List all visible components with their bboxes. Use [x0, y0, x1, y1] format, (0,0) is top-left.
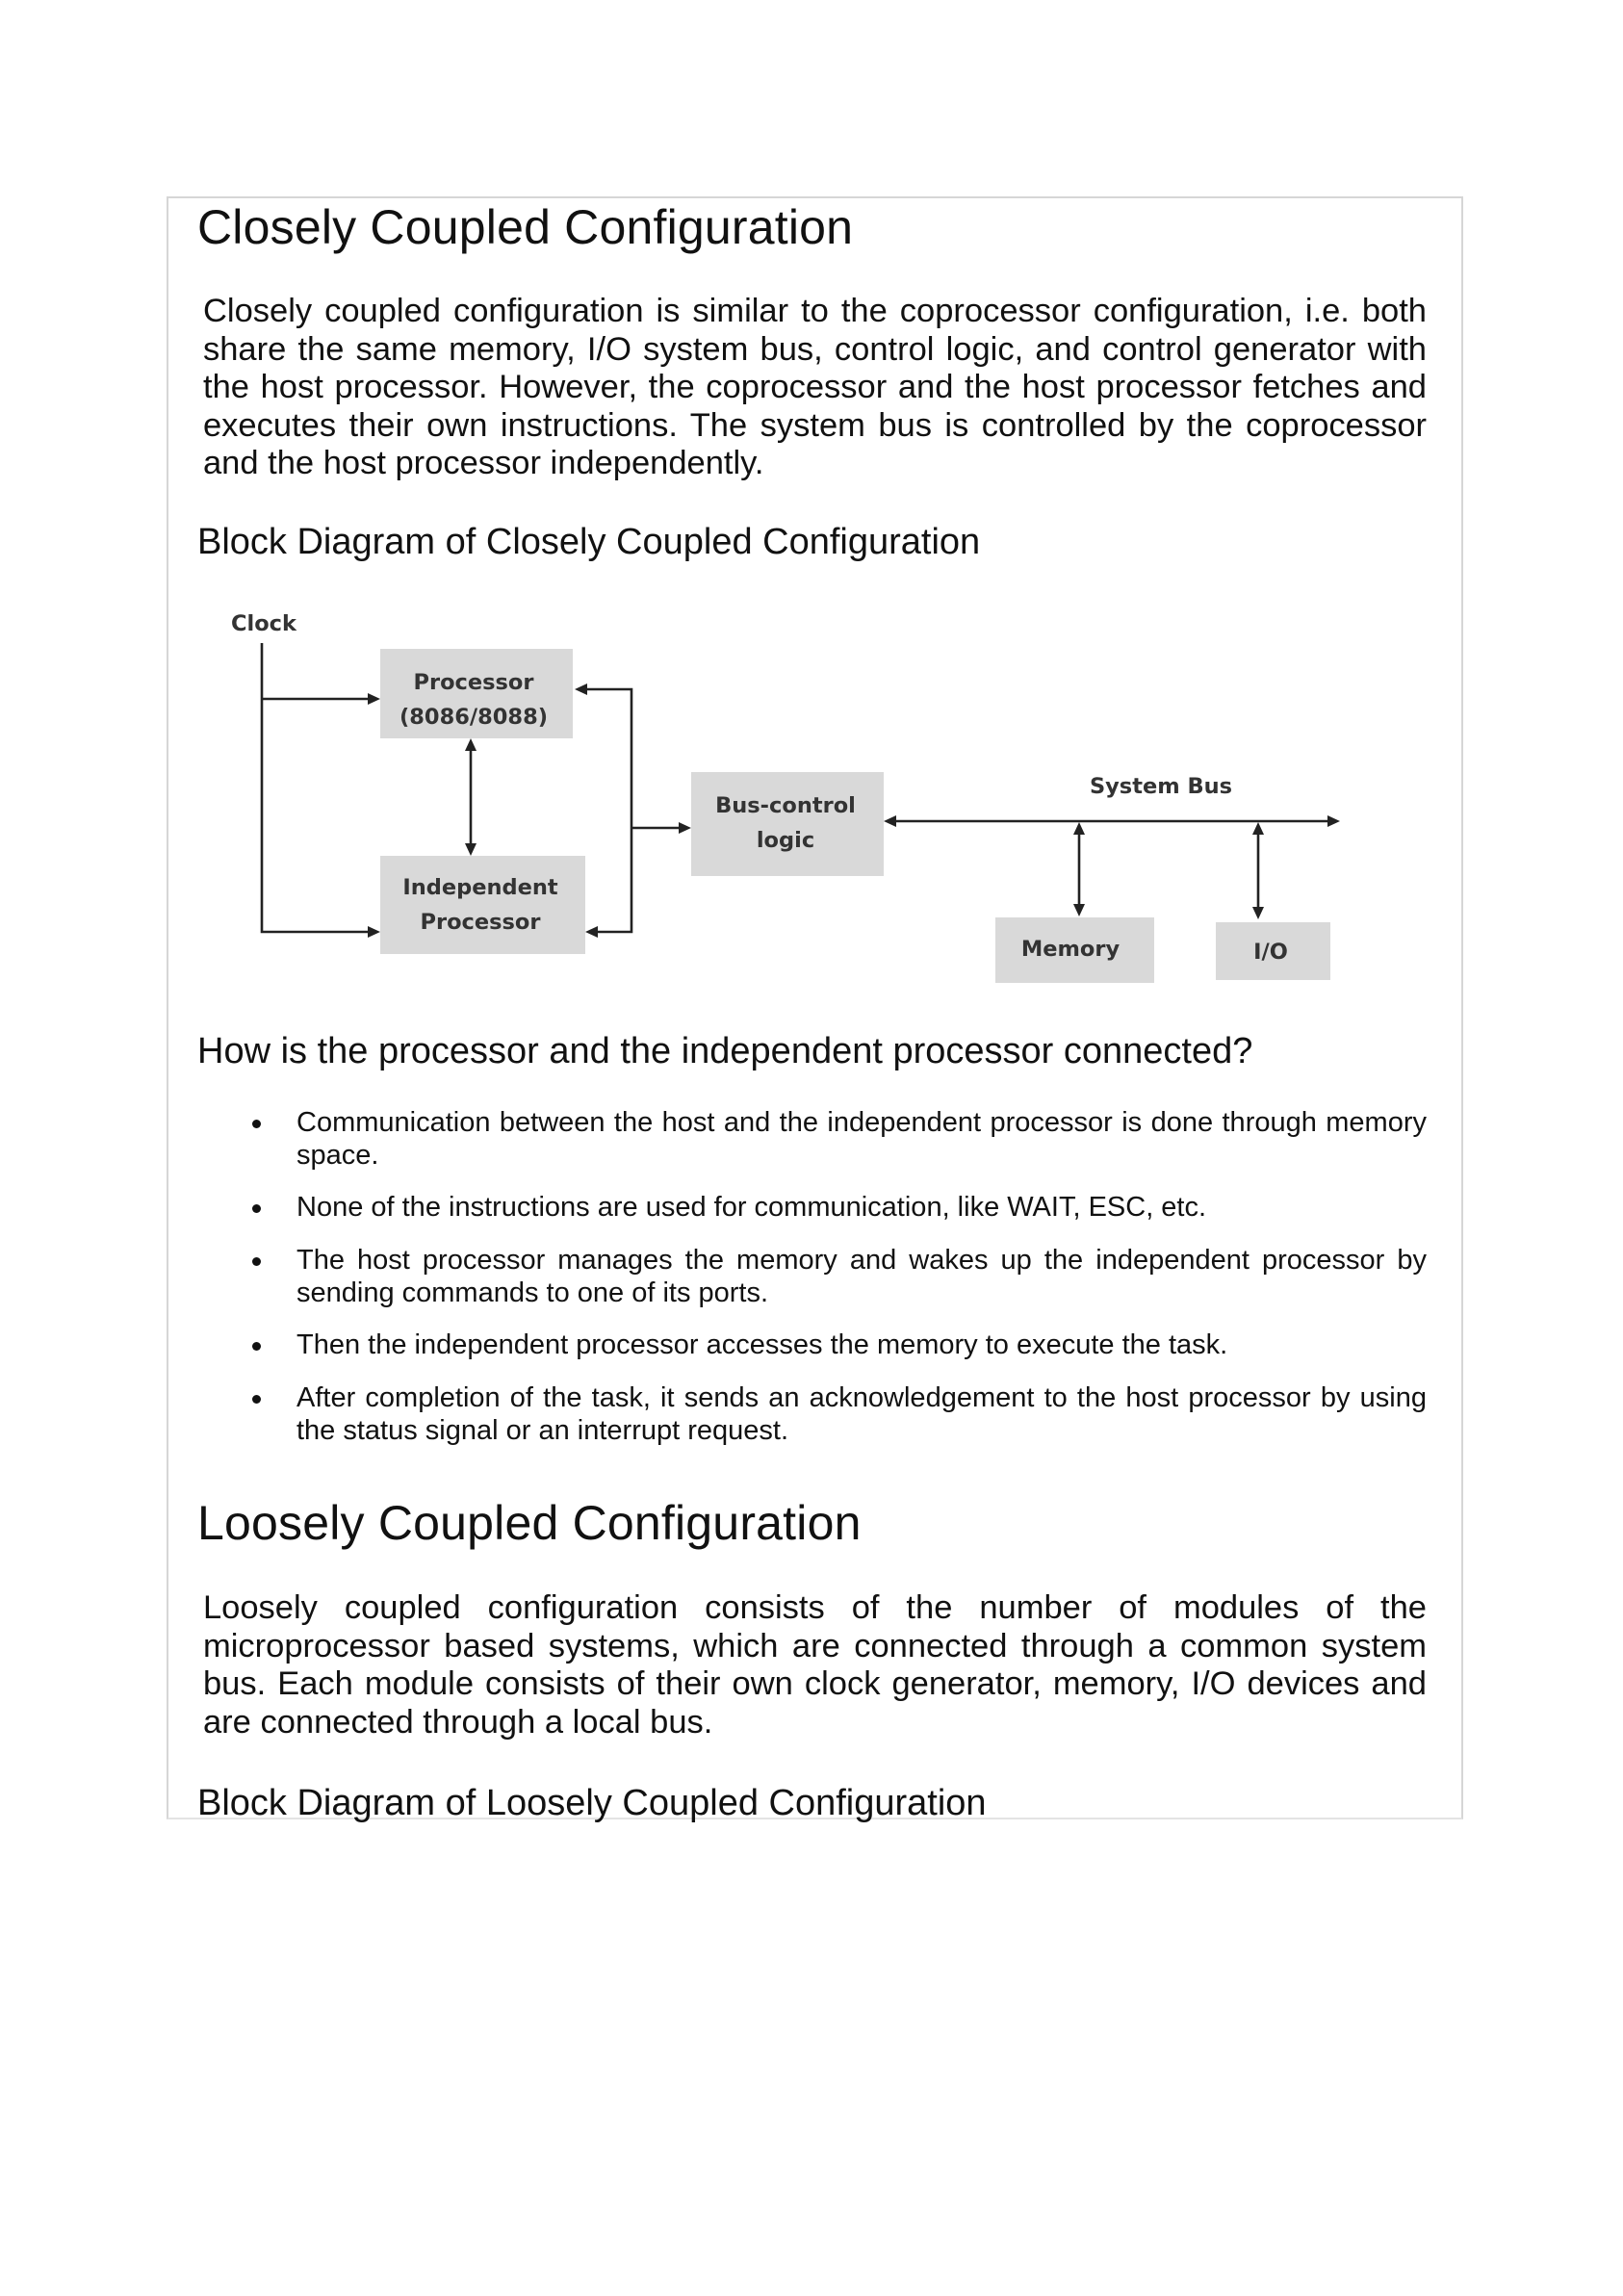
independent-label-line1: Independent: [402, 875, 558, 900]
independent-label-line2: Processor: [420, 910, 541, 935]
list-item: The host processor manages the memory and wakes up the independent processor by sending commands to one of its ports.: [252, 1244, 1427, 1309]
bullet-dot: [252, 1342, 261, 1351]
independent-processor-box: [380, 856, 585, 954]
list-item: Communication between the host and the independent processor is done through memory space.: [252, 1106, 1427, 1172]
bullet-dot: [252, 1120, 261, 1128]
processor-label-line2: (8086/8088): [399, 705, 549, 730]
section-heading-loosely-coupled: Loosely Coupled Configuration: [197, 1496, 862, 1550]
bus-control-logic-box: [691, 772, 884, 876]
bracket-independent-arrowhead: [585, 926, 598, 938]
diagram-heading-loosely-coupled: Block Diagram of Loosely Coupled Configuration: [197, 1783, 987, 1823]
closely-coupled-block-diagram: [0, 0, 1623, 1040]
question-heading: How is the processor and the independent processor connected?: [197, 1031, 1253, 1071]
section-heading-closely-coupled: Closely Coupled Configuration: [197, 200, 854, 254]
memory-label: Memory: [1020, 937, 1121, 962]
link-down-arrowhead: [465, 843, 477, 856]
processor-label-line1: Processor: [413, 670, 534, 695]
bullet-dot: [252, 1395, 261, 1404]
clock-independent-arrowhead: [368, 926, 380, 938]
memory-down-arrowhead: [1073, 904, 1085, 916]
io-up-arrowhead: [1252, 822, 1264, 835]
system-bus-left-arrowhead: [884, 815, 896, 827]
closely-coupled-paragraph: Closely coupled configuration is similar to the coprocessor configuration, i.e. both share the same memory, I/O system bus, control logic, and control generator with the host processor. However, the coprocessor and the host processor fetches and executes their own instructions. The system bus is controlled by the coprocessor and the host processor independently.: [203, 293, 1427, 481]
bracket-line: [585, 689, 631, 932]
bus-control-label-line1: Bus-control: [715, 793, 856, 818]
bus-control-label-line2: logic: [756, 828, 815, 853]
memory-up-arrowhead: [1073, 822, 1085, 835]
clock-line: [262, 643, 370, 932]
io-label: I/O: [1253, 940, 1288, 965]
system-bus-right-arrowhead: [1327, 815, 1340, 827]
list-item: Then the independent processor accesses the memory to execute the task.: [252, 1329, 1427, 1361]
clock-label: Clock: [231, 611, 296, 636]
system-bus-label: System Bus: [1089, 774, 1233, 799]
bullet-list: [252, 1106, 1427, 1447]
bus-control-arrowhead: [679, 822, 691, 834]
bullet-dot: [252, 1204, 261, 1213]
list-item: None of the instructions are used for communication, like WAIT, ESC, etc.: [252, 1191, 1427, 1224]
io-down-arrowhead: [1252, 907, 1264, 919]
clock-processor-arrowhead: [368, 693, 380, 705]
list-item: After completion of the task, it sends an acknowledgement to the host processor by using the status signal or an interrupt request.: [252, 1381, 1427, 1447]
diagram-heading-closely-coupled: Block Diagram of Closely Coupled Configuration: [197, 522, 981, 562]
bullet-dot: [252, 1257, 261, 1266]
bracket-processor-arrowhead: [575, 684, 587, 695]
loosely-coupled-paragraph: Loosely coupled configuration consists of the number of modules of the microprocessor based systems, which are connected through a common system bus. Each module consists of their own clock generator, memory, I/O devices and are connected through a local bus.: [203, 1589, 1427, 1741]
link-up-arrowhead: [465, 738, 477, 751]
